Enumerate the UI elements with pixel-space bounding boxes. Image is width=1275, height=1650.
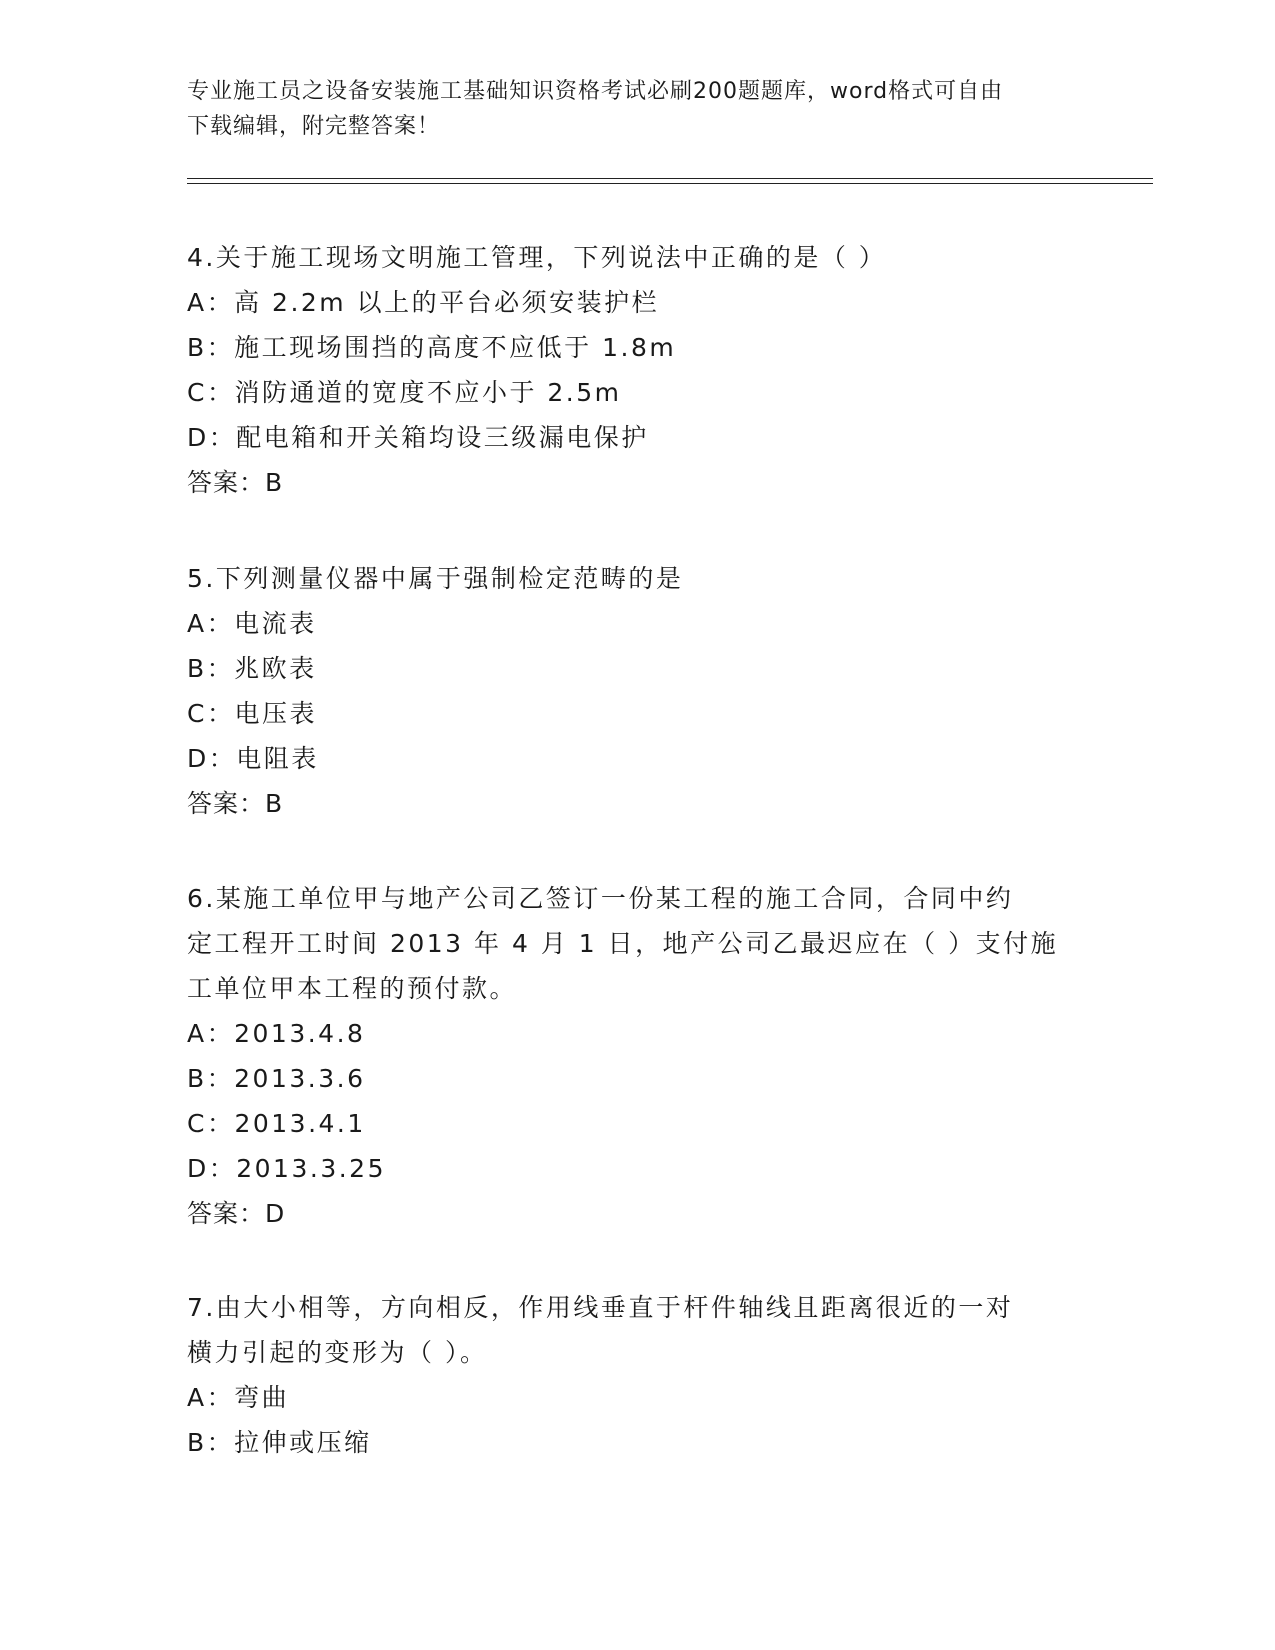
option-c: C：2013.4.1 xyxy=(187,1109,366,1138)
question-stem: 4.关于施工现场文明施工管理，下列说法中正确的是（ ） xyxy=(187,243,887,272)
question-stem: 5.下列测量仪器中属于强制检定范畴的是 xyxy=(187,564,684,593)
option-d: D：电阻表 xyxy=(187,744,319,773)
option-a: A：2013.4.8 xyxy=(187,1019,366,1048)
option-c: C：电压表 xyxy=(187,699,317,728)
option-b: B：施工现场围挡的高度不应低于 1.8m xyxy=(187,333,677,362)
option-b: B：兆欧表 xyxy=(187,654,317,683)
option-b: B：2013.3.6 xyxy=(187,1064,366,1093)
option-a: A：弯曲 xyxy=(187,1383,290,1412)
question-stem-line-1: 7.由大小相等，方向相反，作用线垂直于杆件轴线且距离很近的一对 xyxy=(187,1293,1014,1322)
option-a: A：电流表 xyxy=(187,609,317,638)
document-header xyxy=(187,74,1067,144)
option-a: A：高 2.2m 以上的平台必须安装护栏 xyxy=(187,288,660,317)
question-block xyxy=(187,235,1067,505)
option-d: D：配电箱和开关箱均设三级漏电保护 xyxy=(187,423,649,452)
answer-line: 答案：D xyxy=(187,1199,286,1228)
question-stem-line-1: 6.某施工单位甲与地产公司乙签订一份某工程的施工合同，合同中约 xyxy=(187,884,1014,913)
header-line-1: 专业施工员之设备安装施工基础知识资格考试必刷200题题库，word格式可自由 xyxy=(187,79,1004,104)
option-b: B：拉伸或压缩 xyxy=(187,1428,372,1457)
question-block xyxy=(187,1285,1067,1465)
question-block xyxy=(187,876,1067,1236)
header-divider-bottom xyxy=(187,183,1153,184)
header-line-2: 下载编辑，附完整答案！ xyxy=(187,114,441,139)
option-c: C：消防通道的宽度不应小于 2.5m xyxy=(187,378,622,407)
question-stem-line-2: 定工程开工时间 2013 年 4 月 1 日，地产公司乙最迟应在（ ）支付施 xyxy=(187,929,1059,958)
answer-line: 答案：B xyxy=(187,789,284,818)
header-divider-top xyxy=(187,178,1153,179)
option-d: D：2013.3.25 xyxy=(187,1154,386,1183)
question-block xyxy=(187,556,1067,826)
question-stem-line-2: 横力引起的变形为（ ）。 xyxy=(187,1338,488,1367)
question-stem-line-3: 工单位甲本工程的预付款。 xyxy=(187,974,518,1003)
answer-line: 答案：B xyxy=(187,468,284,497)
